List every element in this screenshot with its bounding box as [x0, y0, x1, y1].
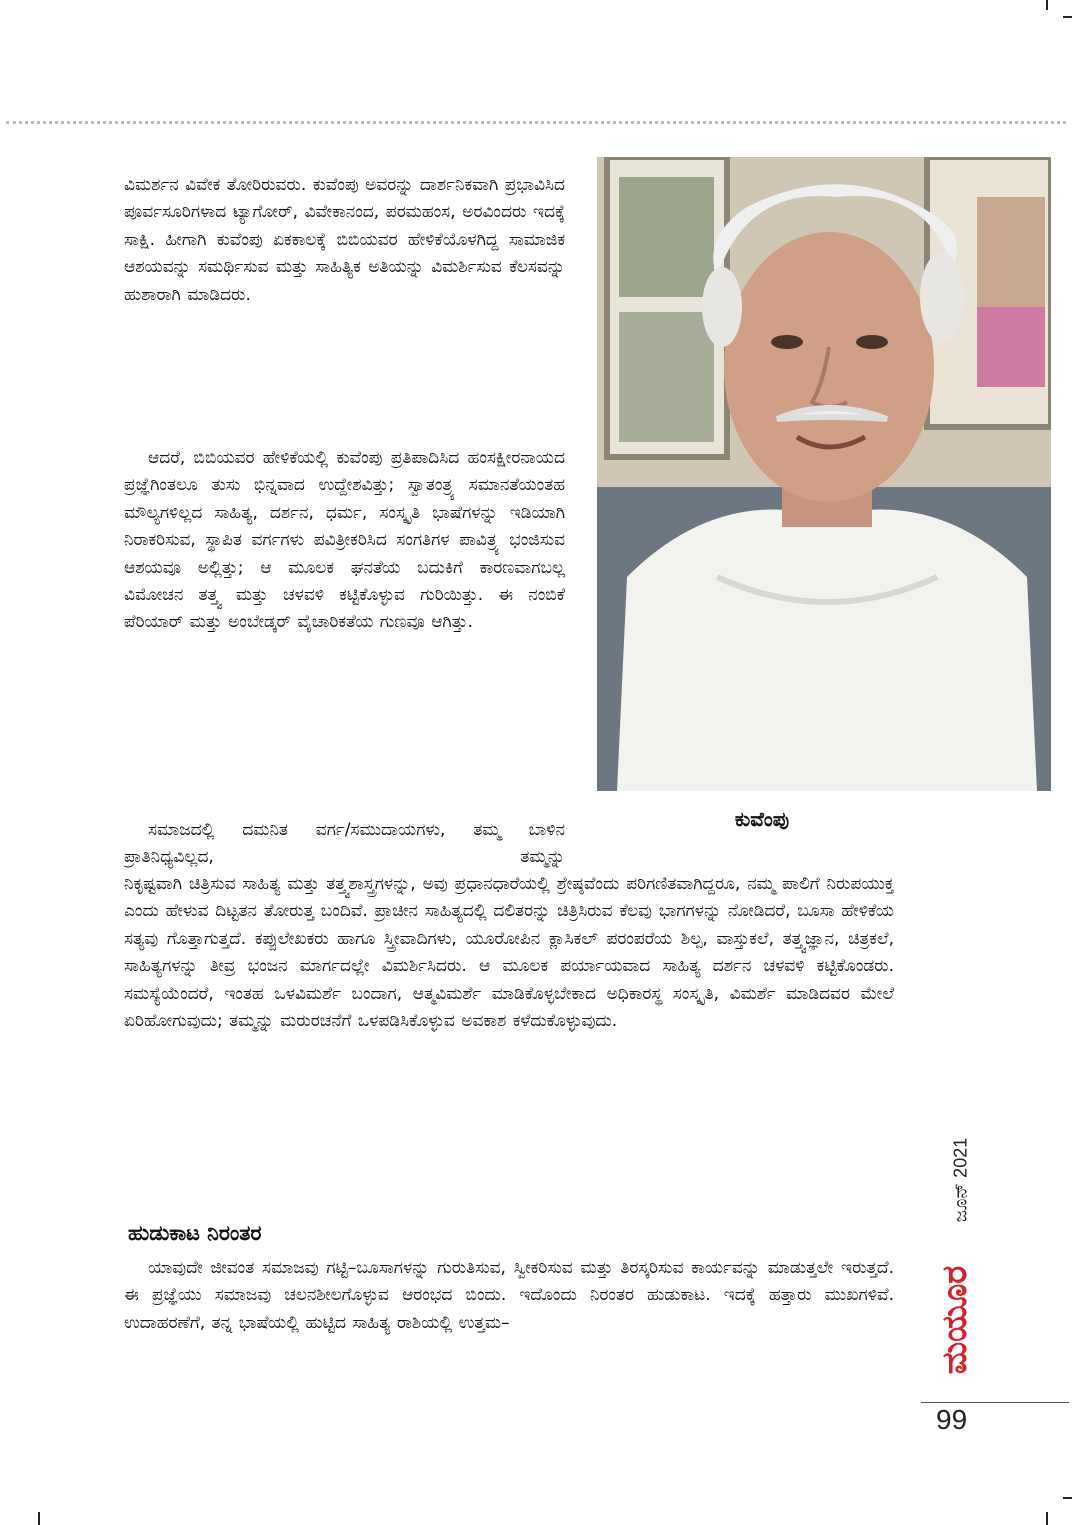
page-number-rule: [921, 1402, 1069, 1403]
photo-caption: ಕುವೆಂಪು: [734, 807, 790, 831]
paragraph-2: ಆದರೆ, ಬಿಬಿಯವರ ಹೇಳಿಕೆಯಲ್ಲಿ ಕುವೆಂಪು ಪ್ರತಿಪಾದಿಸಿದ ಹಂಸಕ್ಷೀರನಾಯದ ಪ್ರಜ್ಞೆಗಿಂತಲೂ ತುಸು ಭಿನ್ನವಾದ ಉದ್ದೇಶವಿತ್ತು; ಸ್ವಾತಂತ್ರ್ಯ ಸಮಾನತೆಯಂತಹ ಮೌಲ್ಯಗಳಿಲ್ಲದ ಸಾಹಿತ್ಯ, ದರ್ಶನ, ಧರ್ಮ, ಸಂಸ್ಕೃತಿ ಭಾಷೆಗಳನ್ನು ಇಡಿಯಾಗಿ ನಿರಾಕರಿಸುವ, ಸ್ಥಾಪಿತ ವರ್ಗಗಳು ಪವಿತ್ರೀಕರಿಸಿದ ಸಂಗತಿಗಳ ಪಾವಿತ್ರ್ಯ ಭಂಜಿಸುವ ಆಶಯವೂ ಅಲ್ಲಿತ್ತು; ಆ ಮೂಲಕ ಘನತೆಯ ಬದುಕಿಗೆ ಕಾರಣವಾಗಬಲ್ಲ ವಿಮೋಚನ ತತ್ತ್ವ ಮತ್ತು ಚಳವಳಿ ಕಟ್ಟಿಕೊಳ್ಳುವ ಗುರಿಯಿತ್ತು. ಈ ನಂಬಿಕೆ ಪೆರಿಯಾರ್ ಮತ್ತು ಅಂಬೇಡ್ಕರ್ ವೈಚಾರಿಕತೆಯ ಗುಣವೂ ಆಗಿತ್ತು.: [124, 448, 565, 633]
page-number: 99: [936, 1404, 968, 1435]
magazine-logo: [936, 1255, 974, 1385]
paragraph-4: ಯಾವುದೇ ಜೀವಂತ ಸಮಾಜವು ಗಟ್ಟಿ–ಬೂಸಾಗಳನ್ನು ಗುರುತಿಸುವ, ಸ್ವೀಕರಿಸುವ ಮತ್ತು ತಿರಸ್ಕರಿಸುವ ಕಾರ್ಯವನ್ನು ಮಾಡುತ್ತಲೇ ಇರುತ್ತದೆ. ಈ ಪ್ರಜ್ಞೆಯು ಸಮಾಜವು ಚಲನಶೀಲಗೊಳ್ಳುವ ಆರಂಭದ ಬಿಂದು. ಇದೊಂದು ನಿರಂತರ ಹುಡುಕಾಟ. ಇದಕ್ಕೆ ಹತ್ತಾರು ಮುಖಗಳಿವೆ. ಉದಾಹರಣೆಗೆ, ತನ್ನ ಭಾಷೆಯಲ್ಲಿ ಹುಟ್ಟಿದ ಸಾಹಿತ್ಯ ರಾಶಿಯಲ್ಲಿ ಉತ್ತಮ–: [124, 1258, 894, 1333]
header-dotted-rule: [6, 121, 1066, 124]
crop-mark: [1063, 1497, 1072, 1499]
magazine-name: ಮಯೂರ: [935, 1265, 975, 1375]
portrait-photo: [597, 157, 1051, 791]
paragraph-3-continued: ನಿಕೃಷ್ಟವಾಗಿ ಚಿತ್ರಿಸುವ ಸಾಹಿತ್ಯ ಮತ್ತು ತತ್ತ್ವಶಾಸ್ತ್ರಗಳನ್ನು, ಅವು ಪ್ರಧಾನಧಾರೆಯಲ್ಲಿ ಶ್ರೇಷ್ಠವೆಂದು ಪರಿಗಣಿತವಾಗಿದ್ದರೂ, ನಮ್ಮ ಪಾಲಿಗೆ ನಿರುಪಯುಕ್ತ ಎಂದು ಹೇಳುವ ದಿಟ್ಟತನ ತೋರುತ್ತ ಬಂದಿವೆ. ಪ್ರಾಚೀನ ಸಾಹಿತ್ಯದಲ್ಲಿ ದಲಿತರನ್ನು ಚಿತ್ರಿಸಿರುವ ಕೆಲವು ಭಾಗಗಳನ್ನು ನೋಡಿದರೆ, ಬೂಸಾ ಹೇಳಿಕೆಯ ಸತ್ಯವು ಗೊತ್ತಾಗುತ್ತದೆ. ಕಪ್ಪುಲೇಖಕರು ಹಾಗೂ ಸ್ತ್ರೀವಾದಿಗಳು, ಯೂರೋಪಿನ ಕ್ಲಾಸಿಕಲ್ ಪರಂಪರೆಯ ಶಿಲ್ಪ, ವಾಸ್ತುಕಲೆ, ತತ್ತ್ವಜ್ಞಾನ, ಚಿತ್ರಕಲೆ, ಸಾಹಿತ್ಯಗಳನ್ನು ತೀವ್ರ ಭಂಜನ ಮಾರ್ಗದಲ್ಲೇ ವಿಮರ್ಶಿಸಿದರು. ಆ ಮೂಲಕ ಪರ್ಯಾಯವಾದ ಸಾಹಿತ್ಯ ದರ್ಶನ ಚಳವಳಿ ಕಟ್ಟಿಕೊಂಡರು. ಸಮಸ್ಯೆಯೆಂದರೆ, ಇಂತಹ ಒಳವಿಮರ್ಶೆ ಬಂದಾಗ, ಆತ್ಮವಿಮರ್ಶೆ ಮಾಡಿಕೊಳ್ಳಬೇಕಾದ ಅಧಿಕಾರಸ್ಥ ಸಂಸ್ಕೃತಿ, ವಿಮರ್ಶೆ ಮಾಡಿದವರ ಮೇಲೆ ಏರಿಹೋಗುವುದು; ತಮ್ಮನ್ನು ಮರುರಚನೆಗೆ ಒಳಪಡಿಸಿಕೊಳ್ಳುವ ಅವಕಾಶ ಕಳೆದುಕೊಳ್ಳುವುದು.: [124, 874, 894, 1032]
section-heading: ಹುಡುಕಾಟ ನಿರಂತರ: [128, 1221, 262, 1245]
crop-mark: [1046, 1512, 1048, 1525]
issue-date: [951, 1120, 971, 1240]
crop-mark: [1046, 0, 1048, 10]
paragraph-1: ವಿಮರ್ಶನ ವಿವೇಕ ತೋರಿರುವರು. ಕುವೆಂಪು ಅವರನ್ನು ದಾರ್ಶನಿಕವಾಗಿ ಪ್ರಭಾವಿಸಿದ ಪೂರ್ವಸೂರಿಗಳಾದ ಟ್ಯಾಗೋರ್, ವಿವೇಕಾನಂದ, ಪರಮಹಂಸ, ಅರವಿಂದರು ಇದಕ್ಕೆ ಸಾಕ್ಷಿ. ಹೀಗಾಗಿ ಕುವೆಂಪು ಏಕಕಾಲಕ್ಕೆ ಬಿಬಿಯವರ ಹೇಳಿಕೆಯೊಳಗಿದ್ದ ಸಾಮಾಜಿಕ ಆಶಯವನ್ನು ಸಮರ್ಥಿಸುವ ಮತ್ತು ಸಾಹಿತ್ಯಿಕ ಅತಿಯನ್ನು ವಿಮರ್ಶಿಸುವ ಕೆಲಸವನ್ನು ಹುಶಾರಾಗಿ ಮಾಡಿದರು.: [124, 175, 565, 305]
crop-mark: [1063, 16, 1072, 18]
paragraph-3-start: ಸಮಾಜದಲ್ಲಿ ದಮನಿತ ವರ್ಗ/ಸಮುದಾಯಗಳು, ತಮ್ಮ ಬಾಳಿನ ಪ್ರಾತಿನಿಧ್ಯವಿಲ್ಲದ, ತಮ್ಮನ್ನು: [124, 820, 565, 868]
issue-date-text: ಜೂನ್ 2021: [950, 1137, 971, 1223]
crop-mark: [38, 1512, 40, 1525]
